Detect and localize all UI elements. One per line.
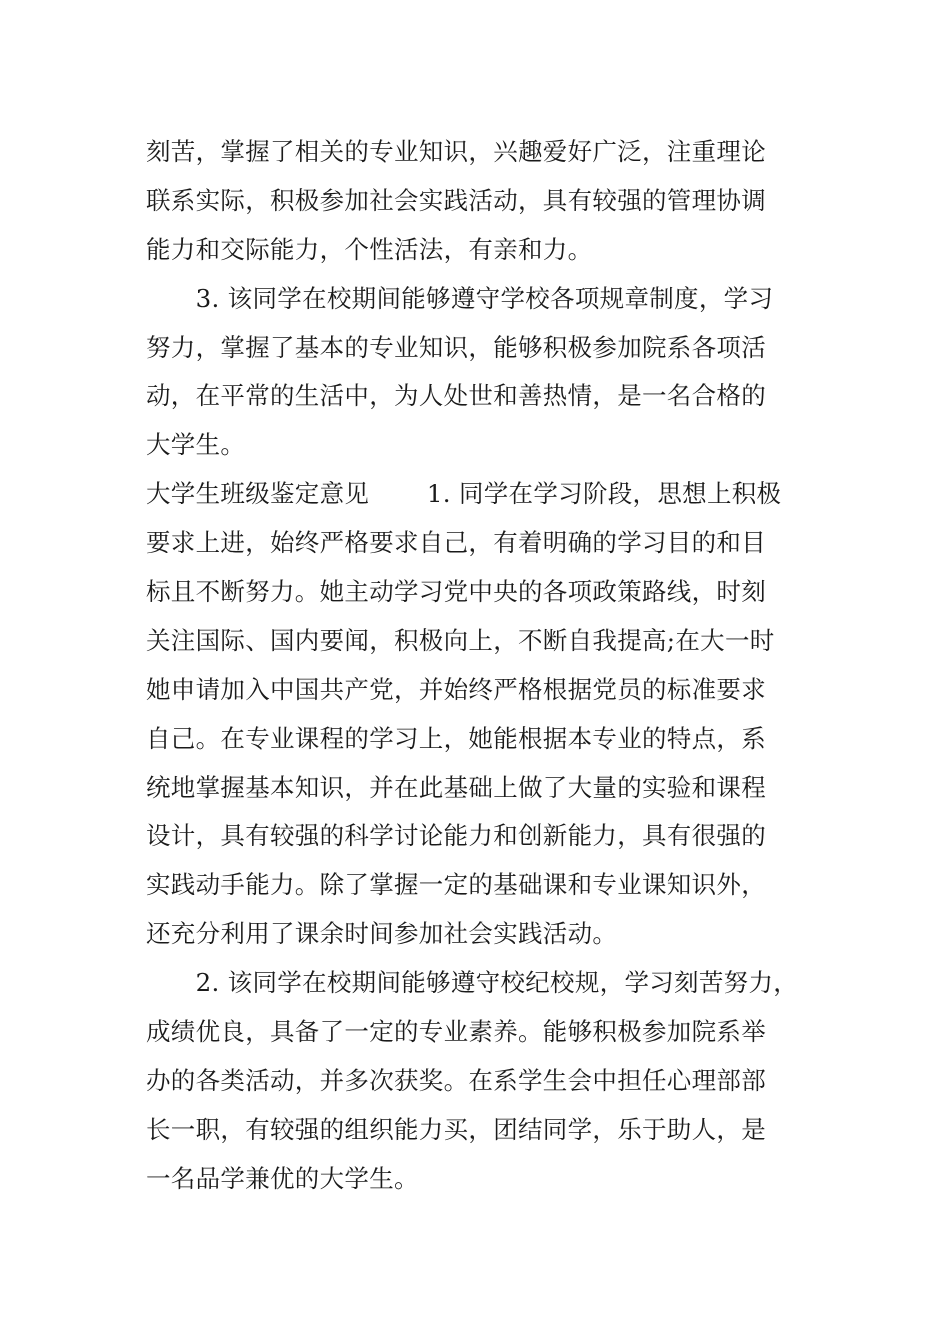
text-line: 长一职，有较强的组织能力买，团结同学，乐于助人，是 [146, 1114, 766, 1144]
body-text [146, 128, 826, 1204]
text-line: 努力，掌握了基本的专业知识，能够积极参加院系各项活 [146, 332, 766, 362]
text-line: 大学生班级鉴定意见 1. 同学在学习阶段，思想上积极 [146, 479, 782, 509]
text-line: 联系实际，积极参加社会实践活动，具有较强的管理协调 [146, 185, 766, 215]
text-line: 还充分利用了课余时间参加社会实践活动。 [146, 919, 618, 949]
text-line: 统地掌握基本知识，并在此基础上做了大量的实验和课程 [146, 772, 766, 802]
text-line: 3. 该同学在校期间能够遵守学校各项规章制度，学习 [146, 283, 774, 313]
text-line: 刻苦，掌握了相关的专业知识，兴趣爱好广泛，注重理论 [146, 137, 766, 166]
text-line: 能力和交际能力，个性活法，有亲和力。 [146, 234, 593, 264]
text-line: 实践动手能力。除了掌握一定的基础课和专业课知识外， [146, 870, 766, 900]
text-line: 动，在平常的生活中，为人处世和善热情，是一名合格的 [146, 381, 766, 411]
text-line: 成绩优良，具备了一定的专业素养。能够积极参加院系举 [146, 1017, 766, 1047]
text-line: 一名品学兼优的大学生。 [146, 1163, 419, 1193]
text-line: 办的各类活动，并多次获奖。在系学生会中担任心理部部 [146, 1065, 766, 1095]
text-line: 大学生。 [146, 430, 246, 460]
text-line: 自己。在专业课程的学习上，她能根据本专业的特点，系 [146, 723, 766, 753]
text-line: 要求上进，始终严格要求自己，有着明确的学习目的和目 [146, 528, 766, 558]
text-line: 2. 该同学在校期间能够遵守校纪校规，学习刻苦努力， [146, 968, 799, 998]
text-line: 设计，具有较强的科学讨论能力和创新能力，具有很强的 [146, 821, 766, 851]
text-line: 标且不断努力。她主动学习党中央的各项政策路线，时刻 [146, 577, 766, 607]
text-line: 她申请加入中国共产党，并始终严格根据党员的标准要求 [146, 674, 766, 704]
text-line: 关注国际、国内要闻，积极向上，不断自我提高;在大一时 [146, 625, 775, 655]
